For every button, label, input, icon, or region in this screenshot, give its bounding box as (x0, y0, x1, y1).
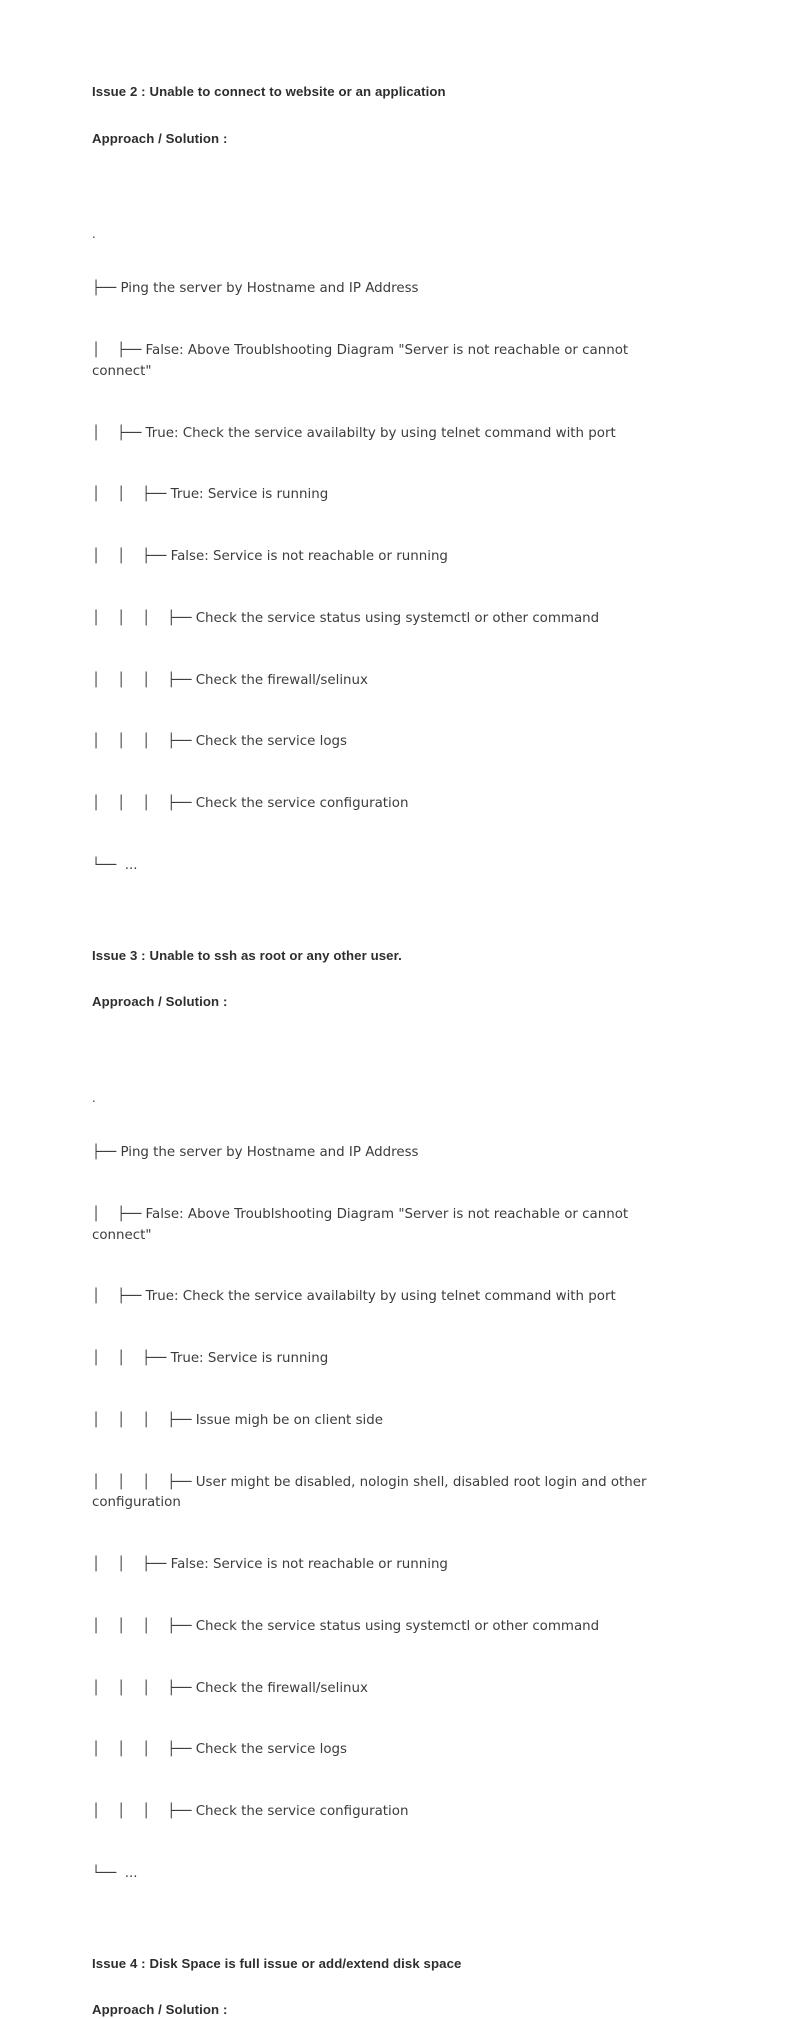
tree-line: │ │ │ ├── Issue migh be on client side (92, 1412, 383, 1428)
tree-line: │ ├── False: Above Troublshooting Diagram "Server is not reachable or cannot connect" (92, 1206, 633, 1243)
spacer (92, 918, 657, 948)
tree-line: │ │ ├── True: Service is running (92, 1351, 329, 1367)
spacer (92, 147, 657, 189)
tree-diagram-issue-3 (92, 1053, 657, 1926)
section-heading-issue-2: Issue 2 : Unable to connect to website or an application (92, 84, 446, 99)
spacer (92, 964, 657, 994)
tree-line: ├── Ping the server by Hostname and IP Address (92, 281, 419, 297)
section-subheading-issue-3: Approach / Solution : (92, 994, 228, 1010)
tree-line: │ │ │ ├── Check the service configuration (92, 1804, 409, 1820)
spacer (92, 1926, 657, 1956)
spacer (92, 1011, 657, 1053)
tree-diagram-issue-2 (92, 189, 657, 918)
tree-line: │ │ │ ├── Check the service configuration (92, 796, 409, 812)
tree-line: │ │ │ ├── Check the service logs (92, 734, 347, 750)
tree-leader-dot: . (92, 1089, 96, 1105)
tree-line: │ │ │ ├── User might be disabled, nologin shell, disabled root login and other configuration (92, 1474, 651, 1511)
tree-line: │ ├── False: Above Troublshooting Diagram "Server is not reachable or cannot connect" (92, 343, 633, 379)
section-subheading-issue-4: Approach / Solution : (92, 2002, 228, 2018)
tree-line: └── ... (92, 1865, 138, 1881)
tree-line: │ │ │ ├── Check the service status using systemctl or other command (92, 610, 600, 626)
tree-line: │ │ ├── True: Service is running (92, 487, 329, 503)
tree-line: │ │ │ ├── Check the firewall/selinux (92, 672, 368, 688)
tree-line: │ │ │ ├── Check the service logs (92, 1742, 347, 1758)
tree-line: │ ├── True: Check the service availabilty by using telnet command with port (92, 1289, 616, 1305)
tree-line: └── ... (92, 858, 138, 873)
document-content (92, 84, 657, 2019)
section-subheading-issue-2: Approach / Solution : (92, 130, 228, 146)
tree-line: │ │ │ ├── Check the service status using systemctl or other command (92, 1618, 600, 1634)
tree-line: │ │ ├── False: Service is not reachable or running (92, 1557, 448, 1573)
spacer (92, 101, 657, 131)
tree-line: │ ├── True: Check the service availabilty by using telnet command with port (92, 425, 616, 441)
tree-line: │ │ │ ├── Check the firewall/selinux (92, 1680, 368, 1696)
section-heading-issue-4: Issue 4 : Disk Space is full issue or add/extend disk space (92, 1955, 462, 1971)
spacer (92, 1972, 657, 2002)
tree-line: │ │ ├── False: Service is not reachable or running (92, 549, 448, 565)
section-heading-issue-3: Issue 3 : Unable to ssh as root or any other user. (92, 947, 402, 963)
tree-line: ├── Ping the server by Hostname and IP Address (92, 1145, 419, 1161)
tree-leader-dot: . (92, 226, 96, 242)
